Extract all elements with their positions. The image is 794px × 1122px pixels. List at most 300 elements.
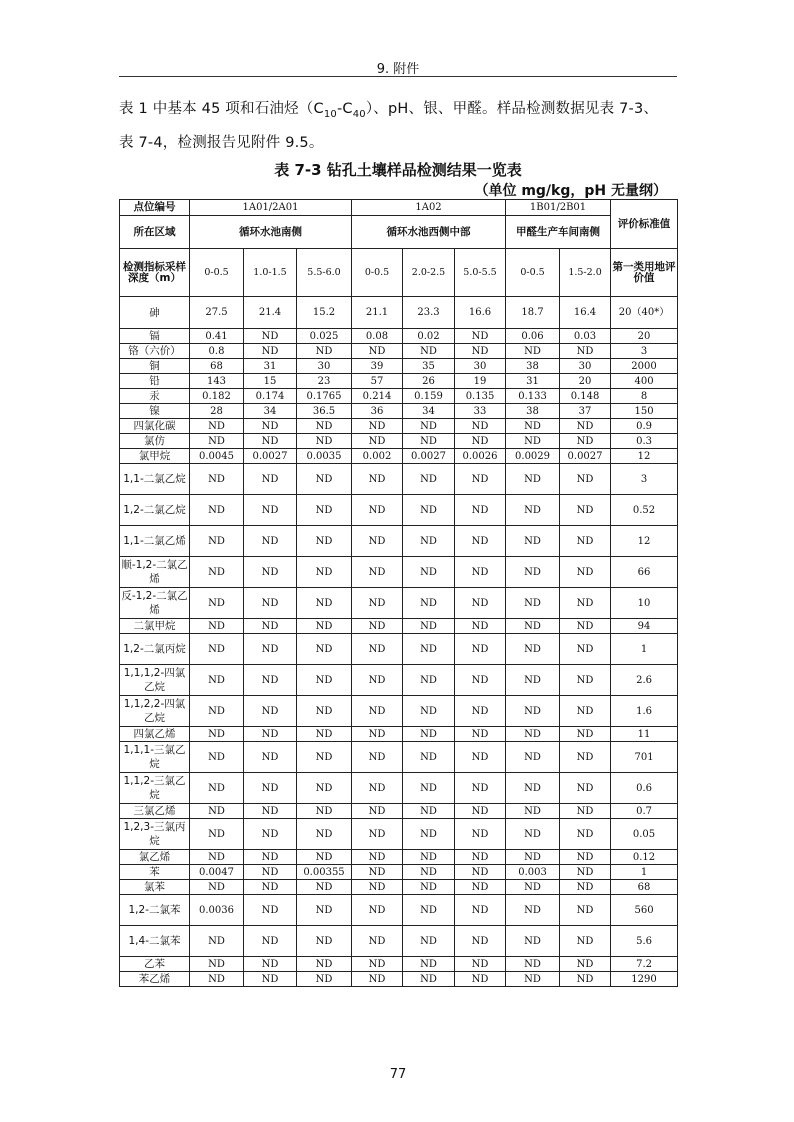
value-cell: ND — [455, 926, 506, 957]
group-code-2: 1A02 — [352, 200, 506, 216]
page-number: 77 — [389, 1067, 407, 1082]
indicator-name: 苯 — [120, 865, 190, 880]
value-cell: 16.4 — [560, 297, 611, 329]
value-cell: ND — [244, 773, 297, 804]
value-cell: ND — [455, 619, 506, 634]
table-row — [120, 895, 678, 926]
value-cell: ND — [297, 419, 352, 434]
body-paragraph — [119, 95, 679, 157]
value-cell: ND — [244, 464, 297, 495]
value-cell: ND — [455, 665, 506, 696]
value-cell: ND — [403, 926, 455, 957]
standard-value: 3 — [611, 464, 678, 495]
table-row — [120, 926, 678, 957]
table-row — [120, 389, 678, 404]
value-cell: 0.0027 — [560, 449, 611, 464]
value-cell: ND — [352, 773, 403, 804]
group-area-1: 循环水池南侧 — [190, 216, 352, 249]
standard-value: 3 — [611, 344, 678, 359]
group-code-1: 1A01/2A01 — [190, 200, 352, 216]
table-row — [120, 329, 678, 344]
value-cell: ND — [190, 819, 244, 850]
table-title: 表 7-3 钻孔土壤样品检测结果一览表 — [274, 161, 522, 179]
value-cell: ND — [297, 634, 352, 665]
value-cell: ND — [506, 850, 560, 865]
depth-cell: 5.0-5.5 — [455, 249, 506, 297]
value-cell: 0.0036 — [190, 895, 244, 926]
value-cell: ND — [297, 588, 352, 619]
value-cell: ND — [560, 344, 611, 359]
value-cell: ND — [560, 773, 611, 804]
value-cell: 15 — [244, 374, 297, 389]
value-cell: 33 — [455, 404, 506, 419]
indicator-name: 1,1-二氯乙烷 — [120, 464, 190, 495]
value-cell: 0.0047 — [190, 865, 244, 880]
table-row — [120, 588, 678, 619]
standard-value: 12 — [611, 449, 678, 464]
value-cell: ND — [403, 727, 455, 742]
value-cell: ND — [403, 419, 455, 434]
value-cell: ND — [455, 588, 506, 619]
indicator-name: 砷 — [120, 297, 190, 329]
value-cell: ND — [506, 495, 560, 526]
value-cell: ND — [190, 588, 244, 619]
table-row — [120, 880, 678, 895]
table-row — [120, 696, 678, 727]
indicator-name: 铜 — [120, 359, 190, 374]
indicator-name: 氯乙烯 — [120, 850, 190, 865]
value-cell: ND — [352, 926, 403, 957]
value-cell: ND — [455, 727, 506, 742]
value-cell: ND — [506, 804, 560, 819]
value-cell: ND — [244, 665, 297, 696]
value-cell: 0.02 — [403, 329, 455, 344]
label-std: 评价标准值 — [611, 200, 678, 249]
value-cell: 0.025 — [297, 329, 352, 344]
standard-value: 701 — [611, 742, 678, 773]
value-cell: ND — [297, 880, 352, 895]
indicator-name: 顺-1,2-二氯乙烯 — [120, 557, 190, 588]
value-cell: ND — [506, 926, 560, 957]
standard-value: 10 — [611, 588, 678, 619]
value-cell: ND — [190, 495, 244, 526]
table-row — [120, 449, 678, 464]
standard-value: 7.2 — [611, 957, 678, 972]
value-cell: 36.5 — [297, 404, 352, 419]
table-row — [120, 804, 678, 819]
value-cell: ND — [352, 588, 403, 619]
value-cell: ND — [403, 619, 455, 634]
value-cell: ND — [244, 957, 297, 972]
value-cell: ND — [506, 464, 560, 495]
value-cell: ND — [403, 773, 455, 804]
standard-value: 1 — [611, 634, 678, 665]
label-std-class: 第一类用地评价值 — [611, 249, 678, 297]
value-cell: 0.182 — [190, 389, 244, 404]
value-cell: ND — [560, 434, 611, 449]
value-cell: ND — [560, 926, 611, 957]
value-cell: ND — [506, 434, 560, 449]
value-cell: 20 — [560, 374, 611, 389]
value-cell: ND — [352, 665, 403, 696]
value-cell: ND — [403, 634, 455, 665]
indicator-name: 1,2-二氯乙烷 — [120, 495, 190, 526]
value-cell: ND — [506, 619, 560, 634]
indicator-name: 镍 — [120, 404, 190, 419]
value-cell: 36 — [352, 404, 403, 419]
standard-value: 20 — [611, 329, 678, 344]
label-indicator: 检测指标采样深度（m） — [120, 249, 190, 297]
value-cell: ND — [244, 557, 297, 588]
value-cell: ND — [297, 434, 352, 449]
standard-value: 1 — [611, 865, 678, 880]
value-cell: ND — [190, 696, 244, 727]
depth-cell: 1.5-2.0 — [560, 249, 611, 297]
value-cell: ND — [190, 926, 244, 957]
value-cell: 0.0029 — [506, 449, 560, 464]
indicator-name: 氯仿 — [120, 434, 190, 449]
header-row-area — [120, 216, 678, 249]
value-cell: ND — [560, 880, 611, 895]
value-cell: ND — [244, 526, 297, 557]
value-cell: ND — [352, 495, 403, 526]
standard-value: 11 — [611, 727, 678, 742]
group-area-2: 循环水池西侧中部 — [352, 216, 506, 249]
value-cell: 19 — [455, 374, 506, 389]
value-cell: ND — [297, 665, 352, 696]
value-cell: ND — [403, 495, 455, 526]
value-cell: ND — [297, 696, 352, 727]
value-cell: ND — [352, 464, 403, 495]
value-cell: 15.2 — [297, 297, 352, 329]
table-row — [120, 297, 678, 329]
value-cell: ND — [455, 557, 506, 588]
indicator-name: 镉 — [120, 329, 190, 344]
value-cell: ND — [455, 972, 506, 987]
value-cell: ND — [455, 495, 506, 526]
value-cell: ND — [455, 850, 506, 865]
value-cell: ND — [455, 329, 506, 344]
value-cell: ND — [352, 804, 403, 819]
value-cell: ND — [455, 634, 506, 665]
value-cell: ND — [244, 850, 297, 865]
value-cell: ND — [455, 880, 506, 895]
indicator-name: 1,1,1,2-四氯乙烷 — [120, 665, 190, 696]
value-cell: ND — [352, 972, 403, 987]
standard-value: 0.52 — [611, 495, 678, 526]
value-cell: 0.135 — [455, 389, 506, 404]
value-cell: ND — [560, 588, 611, 619]
standard-value: 68 — [611, 880, 678, 895]
standard-value: 0.7 — [611, 804, 678, 819]
depth-cell: 5.5-6.0 — [297, 249, 352, 297]
value-cell: 0.0027 — [403, 449, 455, 464]
table-row — [120, 742, 678, 773]
value-cell: ND — [560, 619, 611, 634]
value-cell: ND — [403, 665, 455, 696]
value-cell: ND — [403, 880, 455, 895]
value-cell: ND — [352, 526, 403, 557]
label-area: 所在区域 — [120, 216, 190, 249]
indicator-name: 汞 — [120, 389, 190, 404]
value-cell: ND — [403, 957, 455, 972]
standard-value: 0.05 — [611, 819, 678, 850]
value-cell: ND — [560, 665, 611, 696]
value-cell: ND — [506, 972, 560, 987]
para-tail1: ）、pH、银、甲醛。样品检测数据见表 7-3、 — [365, 101, 659, 117]
standard-value: 1290 — [611, 972, 678, 987]
value-cell: 30 — [560, 359, 611, 374]
table-row — [120, 526, 678, 557]
para-line2: 表 7-4，检测报告见附件 9.5。 — [119, 134, 324, 151]
standard-value: 2.6 — [611, 665, 678, 696]
value-cell: 30 — [297, 359, 352, 374]
value-cell: 31 — [506, 374, 560, 389]
table-row — [120, 419, 678, 434]
value-cell: ND — [352, 880, 403, 895]
value-cell: ND — [190, 419, 244, 434]
value-cell: ND — [506, 526, 560, 557]
table-row — [120, 344, 678, 359]
table-unit: （单位 mg/kg，pH 无量纲） — [474, 183, 667, 199]
table-row — [120, 819, 678, 850]
table-row — [120, 665, 678, 696]
standard-value: 8 — [611, 389, 678, 404]
indicator-name: 氯苯 — [120, 880, 190, 895]
value-cell: 57 — [352, 374, 403, 389]
indicator-name: 苯乙烯 — [120, 972, 190, 987]
para-sub1: 10 — [323, 108, 337, 120]
value-cell: 28 — [190, 404, 244, 419]
value-cell: 0.214 — [352, 389, 403, 404]
indicator-name: 四氯化碳 — [120, 419, 190, 434]
value-cell: 26 — [403, 374, 455, 389]
value-cell: ND — [244, 880, 297, 895]
table-row — [120, 359, 678, 374]
table-row — [120, 773, 678, 804]
value-cell: ND — [560, 819, 611, 850]
value-cell: ND — [403, 588, 455, 619]
header-row-depth — [120, 249, 678, 297]
value-cell: 0.08 — [352, 329, 403, 344]
value-cell: ND — [403, 696, 455, 727]
value-cell: ND — [244, 588, 297, 619]
value-cell: 0.133 — [506, 389, 560, 404]
value-cell: ND — [297, 557, 352, 588]
value-cell: ND — [560, 634, 611, 665]
value-cell: ND — [560, 957, 611, 972]
value-cell: ND — [352, 895, 403, 926]
value-cell: ND — [190, 434, 244, 449]
value-cell: ND — [506, 557, 560, 588]
value-cell: ND — [297, 957, 352, 972]
value-cell: ND — [190, 773, 244, 804]
indicator-name: 1,1-二氯乙烯 — [120, 526, 190, 557]
value-cell: ND — [506, 727, 560, 742]
value-cell: 39 — [352, 359, 403, 374]
standard-value: 0.9 — [611, 419, 678, 434]
value-cell: ND — [297, 344, 352, 359]
indicator-name: 二氯甲烷 — [120, 619, 190, 634]
value-cell: ND — [455, 344, 506, 359]
table-row — [120, 557, 678, 588]
table-row — [120, 495, 678, 526]
value-cell: ND — [352, 819, 403, 850]
value-cell: ND — [244, 344, 297, 359]
indicator-name: 1,2,3-三氯丙烷 — [120, 819, 190, 850]
value-cell: ND — [297, 526, 352, 557]
indicator-name: 1,2-二氯苯 — [120, 895, 190, 926]
value-cell: ND — [455, 434, 506, 449]
value-cell: 34 — [244, 404, 297, 419]
value-cell: 0.003 — [506, 865, 560, 880]
value-cell: ND — [506, 588, 560, 619]
value-cell: 38 — [506, 359, 560, 374]
depth-cell: 1.0-1.5 — [244, 249, 297, 297]
results-table — [119, 199, 678, 987]
group-area-3: 甲醛生产车间南侧 — [506, 216, 611, 249]
value-cell: ND — [403, 434, 455, 449]
value-cell: ND — [297, 742, 352, 773]
value-cell: ND — [560, 526, 611, 557]
depth-cell: 0-0.5 — [352, 249, 403, 297]
indicator-name: 氯甲烷 — [120, 449, 190, 464]
value-cell: ND — [190, 957, 244, 972]
value-cell: ND — [352, 957, 403, 972]
indicator-name: 1,1,2-三氯乙烷 — [120, 773, 190, 804]
value-cell: ND — [352, 619, 403, 634]
value-cell: 21.1 — [352, 297, 403, 329]
value-cell: ND — [244, 895, 297, 926]
para-lead: 表 1 中基本 45 项和石油烃（C — [119, 101, 324, 117]
standard-value: 94 — [611, 619, 678, 634]
standard-value: 12 — [611, 526, 678, 557]
value-cell: ND — [190, 665, 244, 696]
value-cell: ND — [190, 557, 244, 588]
value-cell: ND — [560, 464, 611, 495]
value-cell: 30 — [455, 359, 506, 374]
value-cell: ND — [297, 972, 352, 987]
value-cell: ND — [190, 850, 244, 865]
value-cell: ND — [560, 495, 611, 526]
table-row — [120, 865, 678, 880]
value-cell: ND — [244, 819, 297, 850]
page-header: 9. 附件 — [376, 62, 420, 77]
value-cell: ND — [352, 865, 403, 880]
value-cell: ND — [455, 419, 506, 434]
table-row — [120, 619, 678, 634]
value-cell: ND — [244, 742, 297, 773]
value-cell: 0.8 — [190, 344, 244, 359]
value-cell: ND — [455, 895, 506, 926]
value-cell: 0.00355 — [297, 865, 352, 880]
value-cell: ND — [352, 634, 403, 665]
value-cell: ND — [560, 696, 611, 727]
value-cell: ND — [403, 804, 455, 819]
value-cell: ND — [352, 557, 403, 588]
value-cell: ND — [297, 926, 352, 957]
value-cell: ND — [190, 634, 244, 665]
table-row — [120, 634, 678, 665]
value-cell: ND — [297, 773, 352, 804]
value-cell: 37 — [560, 404, 611, 419]
indicator-name: 乙苯 — [120, 957, 190, 972]
value-cell: ND — [455, 526, 506, 557]
value-cell: ND — [297, 819, 352, 850]
indicator-name: 反-1,2-二氯乙烯 — [120, 588, 190, 619]
value-cell: 0.159 — [403, 389, 455, 404]
value-cell: ND — [190, 880, 244, 895]
value-cell: 18.7 — [506, 297, 560, 329]
value-cell: ND — [297, 619, 352, 634]
standard-value: 400 — [611, 374, 678, 389]
value-cell: ND — [506, 819, 560, 850]
value-cell: ND — [506, 344, 560, 359]
value-cell: ND — [403, 972, 455, 987]
value-cell: ND — [244, 972, 297, 987]
depth-cell: 2.0-2.5 — [403, 249, 455, 297]
value-cell: ND — [190, 742, 244, 773]
value-cell: ND — [352, 727, 403, 742]
standard-value: 0.3 — [611, 434, 678, 449]
indicator-name: 1,1,2,2-四氯乙烷 — [120, 696, 190, 727]
value-cell: ND — [560, 419, 611, 434]
value-cell: 27.5 — [190, 297, 244, 329]
para-dash: -C — [336, 101, 353, 117]
value-cell: ND — [403, 344, 455, 359]
value-cell: ND — [455, 696, 506, 727]
value-cell: ND — [560, 850, 611, 865]
value-cell: ND — [297, 804, 352, 819]
value-cell: ND — [244, 419, 297, 434]
value-cell: ND — [244, 865, 297, 880]
value-cell: 0.03 — [560, 329, 611, 344]
value-cell: 0.0026 — [455, 449, 506, 464]
group-code-3: 1B01/2B01 — [506, 200, 611, 216]
para-sub2: 40 — [352, 108, 366, 120]
table-row — [120, 957, 678, 972]
value-cell: ND — [190, 526, 244, 557]
value-cell: ND — [190, 972, 244, 987]
standard-value: 0.6 — [611, 773, 678, 804]
table-row — [120, 727, 678, 742]
header-rule — [119, 76, 677, 77]
value-cell: ND — [352, 419, 403, 434]
value-cell: ND — [506, 880, 560, 895]
table-row — [120, 850, 678, 865]
value-cell: ND — [455, 865, 506, 880]
value-cell: ND — [506, 773, 560, 804]
value-cell: ND — [244, 434, 297, 449]
value-cell: ND — [506, 957, 560, 972]
depth-cell: 0-0.5 — [190, 249, 244, 297]
value-cell: 0.174 — [244, 389, 297, 404]
value-cell: 34 — [403, 404, 455, 419]
value-cell: ND — [244, 696, 297, 727]
indicator-name: 1,4-二氯苯 — [120, 926, 190, 957]
value-cell: 23 — [297, 374, 352, 389]
value-cell: 68 — [190, 359, 244, 374]
value-cell: ND — [506, 696, 560, 727]
value-cell: ND — [297, 464, 352, 495]
table-row — [120, 972, 678, 987]
value-cell: 38 — [506, 404, 560, 419]
value-cell: ND — [190, 619, 244, 634]
indicator-name: 四氯乙烯 — [120, 727, 190, 742]
value-cell: 31 — [244, 359, 297, 374]
value-cell: ND — [403, 526, 455, 557]
standard-value: 0.12 — [611, 850, 678, 865]
